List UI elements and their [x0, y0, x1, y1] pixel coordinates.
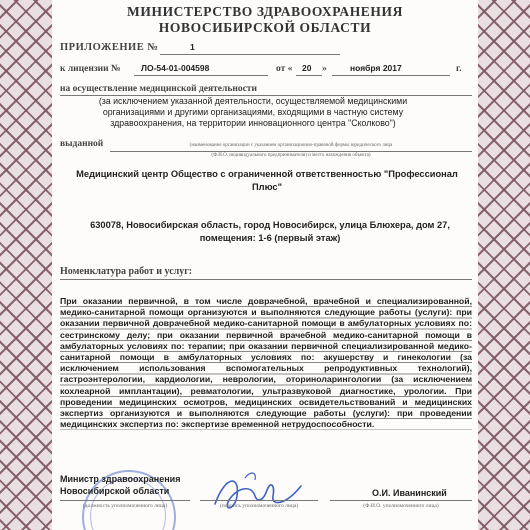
- license-day: 20: [302, 63, 312, 73]
- activity-heading: на осуществление медицинской деятельности: [60, 84, 257, 94]
- activity-description: (за исключением указанной деятельности, осуществляемой медицинскими организациями и другими организациями, входящими в частную систему здравоохранения, на территории инновационного центра "Сколково"): [98, 96, 408, 128]
- issued-caption-1: (наименование организации с указанием организационно-правовой формы юридического лица: [189, 143, 393, 148]
- signature-caption: (подпись уполномоченного лица): [219, 503, 299, 509]
- works-description: При оказании первичной, в том числе доврачебной, врачебной и специализированной, медико-санитарной помощи организуются и выполняются следующие работы (услуги): при оказании первичной доврачебной медико-санитарной помощи в амбулаторных условиях по: сестринскому делу; при оказании первичной врачебной медико-санитарной помощи в амбулаторных условиях по: терапии; при оказании первичной специализированной медико-санитарной помощи в амбулаторных условиях по: акушерству и гинекологии (за исключением использования вспомогательных репродуктивных технологий), гастроэнтерологии, кардиологии, неврологии, оториноларингологии (за исключением кохлеарной имплантации), ревматологии, ультразвуковой диагностике, урологии. При проведении медицинских осмотров, медицинских освидетельствований и медицинских экспертиз организуются и выполняются следующие работы (услуги): при проведении медицинских экспертиз по: экспертизе временной нетрудоспособности.: [60, 296, 472, 430]
- license-year-suffix: г.: [456, 64, 462, 74]
- signatory-position-line1: Министр здравоохранения: [60, 474, 181, 484]
- works-heading-line: [60, 279, 472, 280]
- organization-name: Медицинский центр Общество с ограниченной ответственностью "Профессионал Плюс": [76, 169, 458, 192]
- position-caption: (должность уполномоченного лица): [82, 503, 168, 509]
- paper-background: [52, 0, 478, 530]
- organization-address: 630078, Новосибирская область, город Новосибирск, улица Блюхера, дом 27, помещения: 1-6 (первый этаж): [90, 220, 450, 243]
- appendix-label: ПРИЛОЖЕНИЕ №: [60, 42, 159, 53]
- license-label: к лицензии №: [60, 64, 121, 74]
- works-heading: Номенклатура работ и услуг:: [60, 266, 193, 277]
- ministry-title-line2: НОВОСИБИРСКОЙ ОБЛАСТИ: [158, 20, 372, 35]
- signature-line: [200, 500, 318, 501]
- appendix-number: 1: [190, 42, 195, 52]
- issued-line: [110, 151, 472, 152]
- issued-caption-2: (Ф.И.О. индивидуального предпринимателя) и место нахождения объекта): [211, 153, 371, 158]
- license-number: ЛО-54-01-004598: [141, 63, 210, 73]
- license-day-close: »: [322, 64, 327, 74]
- name-line: [330, 500, 472, 501]
- guilloche-border-right: [478, 0, 530, 530]
- issued-label: выданной: [60, 139, 104, 149]
- ministry-title-line1: МИНИСТЕРСТВО ЗДРАВООХРАНЕНИЯ: [127, 4, 403, 19]
- signatory-name: О.И. Иванинский: [372, 488, 447, 498]
- license-month-line: [332, 75, 450, 76]
- signatory-position-line2: Новосибирской области: [60, 486, 170, 496]
- appendix-number-line: [160, 54, 340, 55]
- license-from-label: от «: [276, 64, 293, 74]
- guilloche-border-left: [0, 0, 52, 530]
- license-number-line: [134, 75, 268, 76]
- license-day-line: [296, 75, 322, 76]
- license-month: ноября 2017: [350, 63, 402, 73]
- name-caption: (Ф.И.О. уполномоченного лица): [363, 503, 439, 509]
- position-line: [60, 500, 190, 501]
